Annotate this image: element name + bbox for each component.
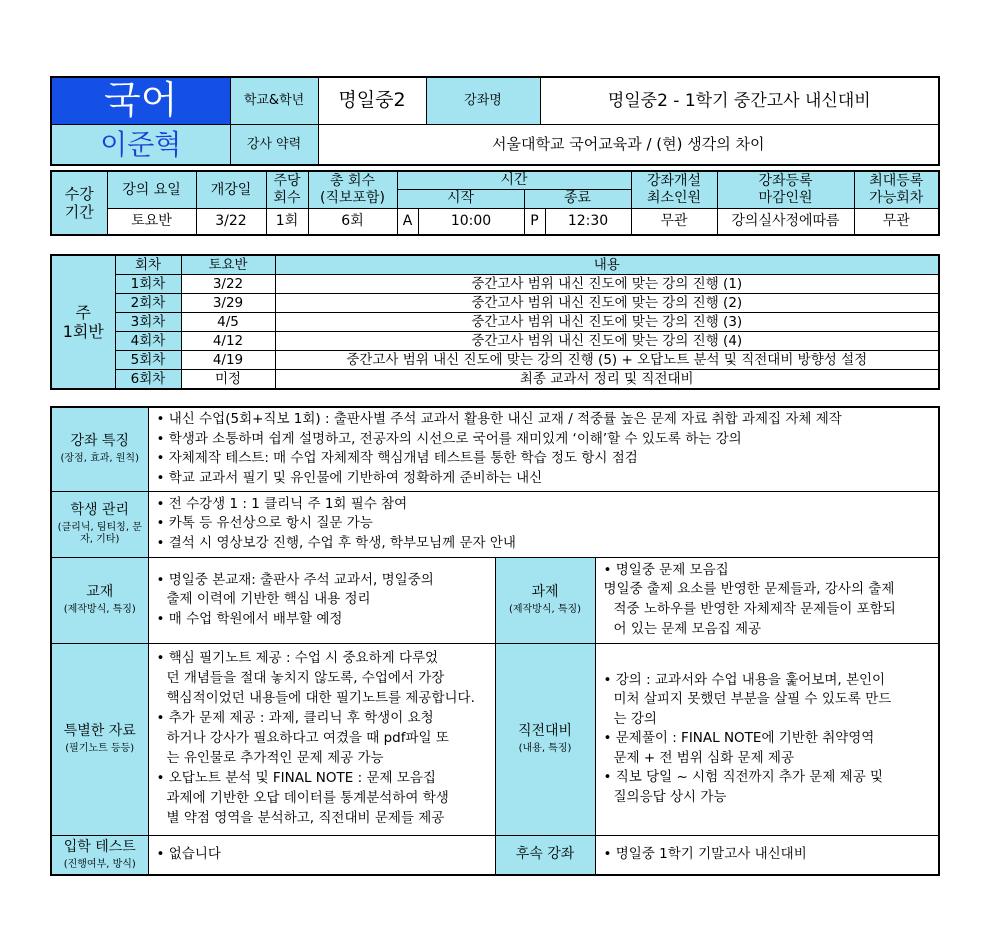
round-cell: 1회차	[115, 275, 181, 294]
table-row	[51, 332, 939, 351]
day-value: 토요반	[107, 208, 196, 235]
period-label: 수강 기간	[51, 171, 107, 235]
list-item: • 내신 수업(5회+직보 1회) : 출판사별 주석 교과서 활용한 내신 교재 / 적중률 높은 문제 자료 취합 과제집 자체 제작	[156, 411, 842, 428]
table-row	[51, 275, 939, 294]
total-value: 6회	[308, 208, 397, 235]
career-label: 강사 약력	[230, 124, 318, 165]
subject-title: 국어	[51, 77, 230, 124]
col-day: 강의 요일	[107, 171, 196, 208]
round-cell: 3회차	[115, 313, 181, 332]
schedule-table	[50, 170, 940, 236]
special-content	[148, 643, 495, 835]
list-item: • 오답노트 분석 및 FINAL NOTE : 문제 모음집	[156, 769, 436, 786]
table-row	[51, 370, 939, 390]
list-item: • 직보 당일 ~ 시험 직전까지 추가 문제 제공 및	[603, 769, 884, 786]
content-cell: 중간고사 범위 내신 진도에 맞는 강의 진행 (2)	[275, 294, 939, 313]
date-cell: 4/5	[181, 313, 275, 332]
list-item: • 문제풀이 : FINAL NOTE에 기반한 취약영역	[603, 730, 875, 747]
round-cell: 5회차	[115, 351, 181, 370]
start-ampm: A	[397, 208, 418, 235]
teacher-name: 이준혁	[51, 124, 230, 165]
list-item: 별 약점 영역을 분석하고, 직전대비 문제들 제공	[166, 809, 445, 826]
col-min: 강좌개설 최소인원	[631, 171, 717, 208]
col-max: 최대등록 가능회차	[854, 171, 939, 208]
homework-label: 과제 (제작방식, 특징)	[495, 557, 595, 643]
final-content	[595, 643, 939, 835]
list-item: 미처 살피지 못했던 부분을 살필 수 있도록 만드	[613, 691, 892, 708]
deadline-value: 강의실사정에따름	[717, 208, 854, 235]
col-deadline: 강좌등록 마감인원	[717, 171, 854, 208]
list-item: 는 강의	[613, 710, 657, 727]
list-item: 하거나 강사가 필요하다고 여겼을 때 pdf파일 또	[166, 730, 449, 747]
col-session-day: 토요반	[181, 255, 275, 275]
list-item: 질의응답 상시 가능	[613, 788, 727, 805]
list-item: 출제 이력에 기반한 핵심 내용 정리	[166, 591, 371, 608]
list-item: 과제에 기반한 오답 데이터를 통계분석하여 학생	[166, 789, 449, 806]
list-item: 핵심적이었던 내용들에 대한 필기노트를 제공합니다.	[166, 690, 475, 707]
round-cell: 4회차	[115, 332, 181, 351]
list-item: • 핵심 필기노트 제공 : 수업 시 중요하게 다루었	[156, 650, 439, 667]
mgmt-label: 학생 관리 (클리닉, 팀티칭, 문자, 기타)	[51, 491, 148, 557]
date-cell: 미정	[181, 370, 275, 390]
school-label: 학교&학년	[230, 77, 318, 124]
textbook-content	[148, 557, 495, 643]
start-time: 10:00	[418, 208, 524, 235]
course-label: 강좌명	[426, 77, 540, 124]
school-value: 명일중2	[318, 77, 426, 124]
content-cell: 최종 교과서 정리 및 직전대비	[275, 370, 939, 390]
col-start: 시작	[397, 189, 524, 208]
sessions-label: 주 1회반	[51, 255, 115, 389]
list-item: • 결석 시 영상보강 진행, 수업 후 학생, 학부모님께 문자 안내	[156, 534, 516, 551]
date-cell: 3/29	[181, 294, 275, 313]
list-item: 문제 + 전 범위 심화 문제 제공	[613, 749, 795, 766]
col-end: 종료	[524, 189, 631, 208]
round-cell: 6회차	[115, 370, 181, 390]
list-item: 명일중 출제 요소를 반영한 문제들과, 강사의 출제	[603, 581, 895, 598]
table-row	[51, 313, 939, 332]
followup-content: • 명일중 1학기 기말고사 내신대비	[595, 835, 939, 875]
col-weekly: 주당 회수	[266, 171, 308, 208]
list-item: 는 유인물로 추가적인 문제 제공 가능	[166, 749, 384, 766]
homework-content	[595, 557, 939, 643]
min-people-value: 무관	[631, 208, 717, 235]
content-cell: 중간고사 범위 내신 진도에 맞는 강의 진행 (1)	[275, 275, 939, 294]
max-rounds-value: 무관	[854, 208, 939, 235]
list-item: • 추가 문제 제공 : 과제, 클리닉 후 학생이 요청	[156, 710, 434, 727]
header-table	[50, 76, 940, 166]
list-item: • 명일중 본교재: 출판사 주석 교과서, 명일중의	[156, 571, 434, 588]
features-label: 강좌 특징 (장점, 효과, 원칙)	[51, 407, 148, 491]
list-item: • 카톡 등 유선상으로 항시 질문 가능	[156, 515, 373, 532]
content-cell: 중간고사 범위 내신 진도에 맞는 강의 진행 (5) + 오답노트 분석 및 직전대비 방향성 설정	[275, 351, 939, 370]
mgmt-content	[148, 491, 939, 557]
date-cell: 4/12	[181, 332, 275, 351]
list-item: 던 개념들을 절대 놓치지 않도록, 수업에서 가장	[166, 670, 445, 687]
table-row	[51, 351, 939, 370]
date-cell: 4/19	[181, 351, 275, 370]
col-total: 총 회수 (직보포함)	[308, 171, 397, 208]
content-cell: 중간고사 범위 내신 진도에 맞는 강의 진행 (4)	[275, 332, 939, 351]
end-ampm: P	[524, 208, 545, 235]
content-cell: 중간고사 범위 내신 진도에 맞는 강의 진행 (3)	[275, 313, 939, 332]
list-item: • 학생과 소통하며 쉽게 설명하고, 전공자의 시선으로 국어를 재미있게 ‘이해’할 수 있도록 하는 강의	[156, 430, 742, 447]
list-item: • 매 수업 학원에서 배부할 예정	[156, 610, 343, 627]
list-item: 어 있는 문제 모음집 제공	[613, 620, 762, 637]
col-content: 내용	[275, 255, 939, 275]
list-item: • 자체제작 테스트: 매 수업 자체제작 핵심개념 테스트를 통한 학습 정도 항시 점검	[156, 450, 638, 467]
sessions-table	[50, 254, 940, 390]
features-content	[148, 407, 939, 491]
course-value: 명일중2 - 1학기 중간고사 내신대비	[540, 77, 939, 124]
table-row	[51, 294, 939, 313]
start-date-value: 3/22	[196, 208, 266, 235]
round-cell: 2회차	[115, 294, 181, 313]
special-label: 특별한 자료 (필기노트 등등)	[51, 643, 148, 835]
entrance-label: 입학 테스트 (진행여부, 방식)	[51, 835, 148, 875]
list-item: • 학교 교과서 필기 및 유인물에 기반하여 정확하게 준비하는 내신	[156, 469, 543, 486]
career-value: 서울대학교 국어교육과 / (현) 생각의 차이	[318, 124, 939, 165]
entrance-content: • 없습니다	[148, 835, 495, 875]
weekly-value: 1회	[266, 208, 308, 235]
list-item: • 명일중 문제 모음집	[603, 561, 729, 578]
followup-label: 후속 강좌	[495, 835, 595, 875]
col-time: 시간	[397, 171, 631, 189]
col-start-date: 개강일	[196, 171, 266, 208]
final-label: 직전대비 (내용, 특징)	[495, 643, 595, 835]
details-table	[50, 406, 940, 876]
textbook-label: 교재 (제작방식, 특징)	[51, 557, 148, 643]
list-item: • 강의 : 교과서와 수업 내용을 훑어보며, 본인이	[603, 671, 886, 688]
col-round: 회차	[115, 255, 181, 275]
list-item: • 전 수강생 1 : 1 클리닉 주 1회 필수 참여	[156, 495, 408, 512]
list-item: 적중 노하우를 반영한 자체제작 문제들이 포함되	[613, 601, 896, 617]
end-time: 12:30	[545, 208, 631, 235]
date-cell: 3/22	[181, 275, 275, 294]
